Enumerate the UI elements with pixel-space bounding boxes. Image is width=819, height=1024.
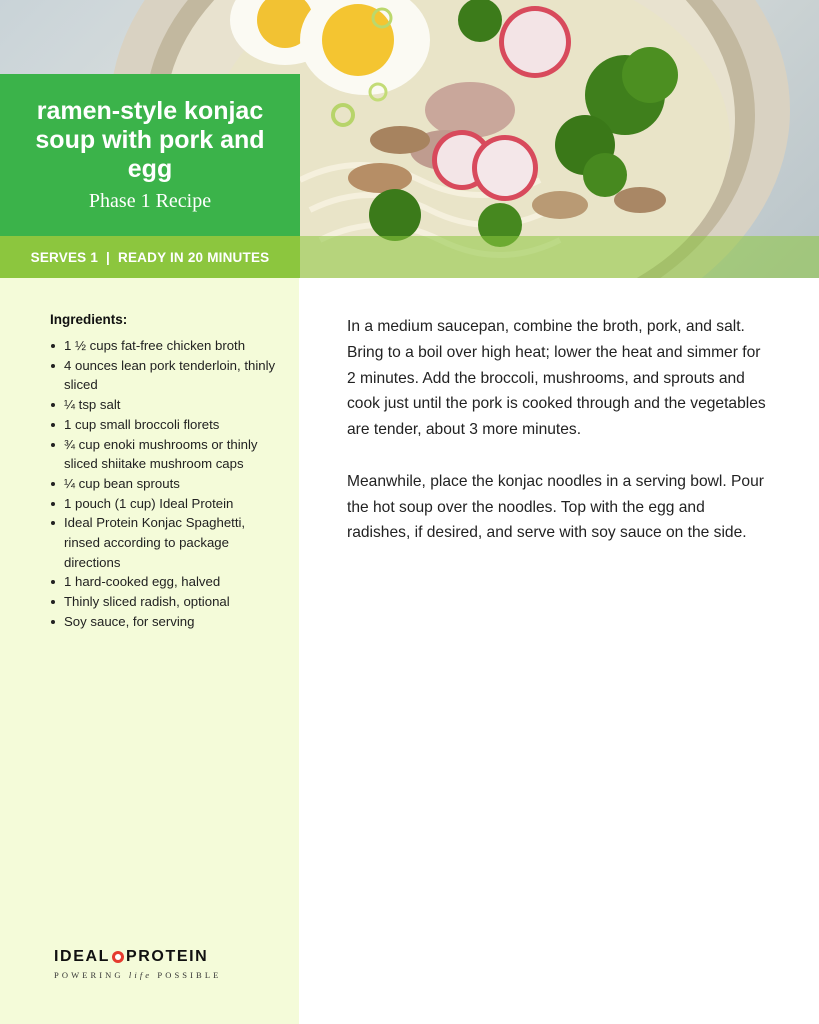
tagline-right: POSSIBLE <box>157 970 222 980</box>
logo-wordmark <box>54 948 258 966</box>
ingredients-heading: Ingredients: <box>50 312 128 327</box>
instruction-paragraph: In a medium saucepan, combine the broth, pork, and salt. Bring to a boil over high heat; lower the heat and simmer for 2 minutes. Add the broccoli, mushrooms, and sprouts and cook just until the pork is cooked through and the vegetables are tender, about 3 more minutes. <box>347 318 766 439</box>
recipe-title: ramen-style konjac soup with pork and egg <box>35 97 265 183</box>
serves-band <box>0 236 300 278</box>
ingredient-item: ¾ cup enoki mushrooms or thinly sliced shiitake mushroom caps <box>50 435 280 474</box>
instruction-paragraph: Meanwhile, place the konjac noodles in a serving bowl. Pour the hot soup over the noodles. Top with the egg and radishes, if desired, and serve with soy sauce on the side. <box>347 472 764 542</box>
ingredient-item: Soy sauce, for serving <box>50 612 280 632</box>
ingredient-item: ¼ cup bean sprouts <box>50 474 280 494</box>
ingredients-list <box>50 336 280 632</box>
tagline-italic: life <box>128 970 153 980</box>
ingredient-item: 1 hard-cooked egg, halved <box>50 572 280 592</box>
ingredient-item: Thinly sliced radish, optional <box>50 592 280 612</box>
band-overlay <box>300 236 819 278</box>
ready-time-text: READY IN 20 MINUTES <box>118 249 270 265</box>
logo-tagline <box>54 970 258 980</box>
logo-brand-right: PROTEIN <box>126 948 209 965</box>
ingredient-item: 1 pouch (1 cup) Ideal Protein <box>50 494 280 514</box>
tagline-left: POWERING <box>54 970 124 980</box>
instructions <box>347 314 767 572</box>
ideal-protein-logo <box>54 948 258 980</box>
ingredient-item: 1 cup small broccoli florets <box>50 415 280 435</box>
serves-separator: | <box>106 249 111 265</box>
logo-dot-icon <box>112 951 124 963</box>
ingredient-item: 1 ½ cups fat-free chicken broth <box>50 336 280 356</box>
serves-text: SERVES 1 <box>30 249 99 265</box>
ingredient-item: Ideal Protein Konjac Spaghetti, rinsed according to package directions <box>50 513 280 572</box>
recipe-subtitle: Phase 1 Recipe <box>88 190 212 212</box>
ingredient-item: 4 ounces lean pork tenderloin, thinly sliced <box>50 356 280 395</box>
title-block <box>0 74 300 236</box>
logo-brand-left: IDEAL <box>54 948 110 965</box>
ingredient-item: ¼ tsp salt <box>50 395 280 415</box>
